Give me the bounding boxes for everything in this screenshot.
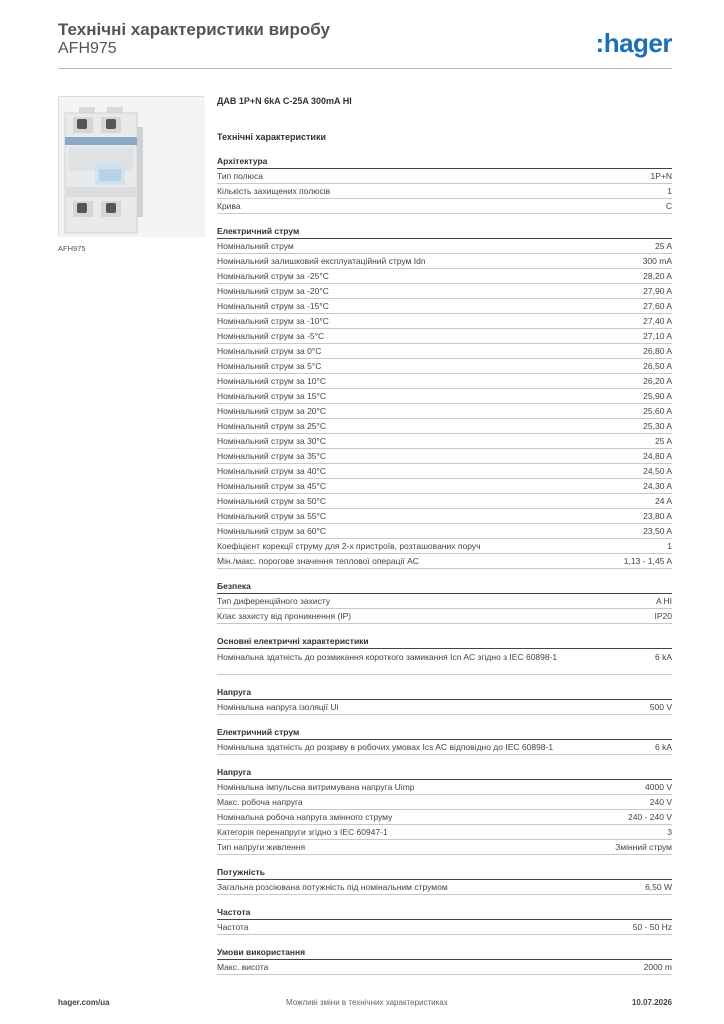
spec-row <box>217 404 672 419</box>
spec-value: 1,13 - 1,45 A <box>623 556 672 566</box>
spec-row <box>217 184 672 199</box>
spec-value: 1P+N <box>650 171 672 181</box>
section-title: Електричний струм <box>217 224 672 239</box>
main-heading: Технічні характеристики <box>217 132 326 142</box>
spec-label: Номінальний струм за 50°C <box>217 496 327 506</box>
spec-section <box>217 865 672 895</box>
spec-value: C <box>665 201 672 211</box>
spec-label: Номінальний струм за 0°C <box>217 346 322 356</box>
spec-value: 27,40 A <box>643 316 672 326</box>
spec-row <box>217 169 672 184</box>
spec-row <box>217 880 672 895</box>
spec-value: 27,60 A <box>643 301 672 311</box>
spec-section <box>217 634 672 675</box>
spec-value: 26,80 A <box>643 346 672 356</box>
spec-label: Кількість захищених полюсів <box>217 186 331 196</box>
page-title: Технічні характеристики виробу <box>58 20 330 39</box>
spec-value: 25,30 A <box>643 421 672 431</box>
spec-row <box>217 810 672 825</box>
spec-label: Номінальний струм за -15°C <box>217 301 329 311</box>
footer-website: hager.com/ua <box>58 998 110 1007</box>
spec-value: 28,20 A <box>643 271 672 281</box>
spec-value: 25 A <box>654 436 672 446</box>
spec-content <box>217 94 672 975</box>
spec-section <box>217 224 672 569</box>
spec-value: 24,50 A <box>643 466 672 476</box>
footer-date: 10.07.2026 <box>631 998 672 1007</box>
spec-row <box>217 649 672 675</box>
image-caption: AFH975 <box>58 244 86 253</box>
spec-value: 25,90 A <box>643 391 672 401</box>
product-image <box>58 96 204 236</box>
spec-label: Номінальний струм за 15°C <box>217 391 327 401</box>
spec-label: Номінальна робоча напруга змінного струму <box>217 812 393 822</box>
spec-label: Номінальна здатність до розриву в робочих умовах Ics AC відповідно до IEC 60898-1 <box>217 742 554 752</box>
spec-row <box>217 539 672 554</box>
spec-value: 6 kA <box>654 742 672 752</box>
spec-value: A HI <box>655 596 672 606</box>
spec-row <box>217 594 672 609</box>
spec-value: 25,60 A <box>643 406 672 416</box>
spec-label: Номінальний струм за -10°C <box>217 316 329 326</box>
spec-label: Частота <box>217 922 249 932</box>
spec-label: Номінальний струм за 30°C <box>217 436 327 446</box>
spec-row <box>217 359 672 374</box>
spec-value: 23,80 A <box>643 511 672 521</box>
spec-row <box>217 479 672 494</box>
spec-value: 24,80 A <box>643 451 672 461</box>
spec-label: Номінальна напруга ізоляції Ui <box>217 702 339 712</box>
spec-value: 4000 V <box>645 782 672 792</box>
spec-section <box>217 579 672 624</box>
spec-label: Номінальна імпульсна витримувана напруга Uimp <box>217 782 415 792</box>
spec-value: 27,90 A <box>643 286 672 296</box>
section-title: Умови використання <box>217 945 672 960</box>
spec-row <box>217 254 672 269</box>
spec-row <box>217 239 672 254</box>
spec-value: 240 V <box>649 797 672 807</box>
product-name: ДАВ 1P+N 6kA C-25A 300mA HI <box>217 96 352 106</box>
spec-section <box>217 154 672 214</box>
section-title: Електричний струм <box>217 725 672 740</box>
section-title: Частота <box>217 905 672 920</box>
spec-label: Клас захисту від проникнення (IP) <box>217 611 352 621</box>
spec-value: 1 <box>667 186 672 196</box>
spec-row <box>217 449 672 464</box>
spec-row <box>217 344 672 359</box>
spec-row <box>217 374 672 389</box>
section-title: Архітектура <box>217 154 672 169</box>
spec-label: Номінальний струм за 40°C <box>217 466 327 476</box>
spec-section <box>217 725 672 755</box>
footer-note: Можливі зміни в технічних характеристиках <box>286 998 448 1007</box>
spec-value: 6 kA <box>654 652 672 662</box>
spec-value: 26,20 A <box>643 376 672 386</box>
spec-label: Номінальний струм за 60°C <box>217 526 327 536</box>
spec-label: Номінальний струм за 55°C <box>217 511 327 521</box>
spec-sections <box>217 154 672 975</box>
spec-label: Номінальний струм за 25°C <box>217 421 327 431</box>
spec-value: 3 <box>667 827 672 837</box>
spec-row <box>217 199 672 214</box>
spec-label: Номінальний струм за 45°C <box>217 481 327 491</box>
spec-label: Мін./макс. порогове значення теплової операції AC <box>217 556 419 566</box>
spec-value: 23,50 A <box>643 526 672 536</box>
spec-value: 25 A <box>654 241 672 251</box>
spec-row <box>217 419 672 434</box>
spec-label: Номінальний залишковий експлуатаційний струм Idn <box>217 256 426 266</box>
spec-row <box>217 795 672 810</box>
spec-label: Категорія перенапруги згідно з IEC 60947-1 <box>217 827 388 837</box>
section-title: Безпека <box>217 579 672 594</box>
spec-row <box>217 329 672 344</box>
spec-section <box>217 945 672 975</box>
spec-value: 240 - 240 V <box>628 812 672 822</box>
spec-row <box>217 740 672 755</box>
spec-value: 500 V <box>649 702 672 712</box>
spec-label: Номінальний струм <box>217 241 294 251</box>
spec-value: 24,30 A <box>643 481 672 491</box>
product-code: AFH975 <box>58 40 117 57</box>
spec-row <box>217 464 672 479</box>
spec-label: Номінальна здатність до розмикання короткого замикання Icn AC згідно з IEC 60898-1 <box>217 652 558 662</box>
spec-row <box>217 314 672 329</box>
spec-label: Макс. висота <box>217 962 269 972</box>
spec-row <box>217 554 672 569</box>
spec-label: Тип напруги живлення <box>217 842 306 852</box>
section-title: Напруга <box>217 765 672 780</box>
spec-value: 1 <box>667 541 672 551</box>
section-title: Напруга <box>217 685 672 700</box>
spec-row <box>217 700 672 715</box>
circuit-breaker-illustration <box>59 97 205 237</box>
spec-value: 50 - 50 Hz <box>632 922 672 932</box>
spec-row <box>217 299 672 314</box>
hager-logo: :hager <box>595 28 672 58</box>
spec-row <box>217 509 672 524</box>
spec-label: Тип диференційного захисту <box>217 596 331 606</box>
spec-label: Номінальний струм за -20°C <box>217 286 329 296</box>
spec-label: Номінальний струм за -5°C <box>217 331 325 341</box>
spec-section <box>217 765 672 855</box>
spec-value: 26,50 A <box>643 361 672 371</box>
spec-value: Змінний струм <box>615 842 672 852</box>
spec-value: 27,10 A <box>643 331 672 341</box>
spec-row <box>217 920 672 935</box>
spec-row <box>217 609 672 624</box>
spec-label: Макс. робоча напруга <box>217 797 303 807</box>
spec-row <box>217 494 672 509</box>
spec-section <box>217 905 672 935</box>
spec-label: Номінальний струм за 5°C <box>217 361 322 371</box>
spec-section <box>217 685 672 715</box>
spec-value: 6,50 W <box>645 882 672 892</box>
spec-row <box>217 284 672 299</box>
spec-label: Номінальний струм за -25°C <box>217 271 329 281</box>
spec-value: IP20 <box>654 611 672 621</box>
spec-label: Загальна розсіювана потужність під номінальним струмом <box>217 882 448 892</box>
spec-label: Номінальний струм за 10°C <box>217 376 327 386</box>
spec-row <box>217 780 672 795</box>
spec-value: 24 A <box>654 496 672 506</box>
spec-row <box>217 960 672 975</box>
spec-value: 300 mA <box>642 256 672 266</box>
spec-row <box>217 434 672 449</box>
section-title: Основні електричні характеристики <box>217 634 672 649</box>
spec-row <box>217 840 672 855</box>
spec-row <box>217 389 672 404</box>
spec-label: Номінальний струм за 20°C <box>217 406 327 416</box>
section-title: Потужність <box>217 865 672 880</box>
spec-row <box>217 524 672 539</box>
spec-label: Тип полюса <box>217 171 263 181</box>
header-divider <box>58 68 672 69</box>
spec-row <box>217 269 672 284</box>
spec-row <box>217 825 672 840</box>
spec-value: 2000 m <box>643 962 672 972</box>
spec-label: Крива <box>217 201 241 211</box>
spec-label: Коефіцієнт корекції струму для 2-х пристроїв, розташованих поруч <box>217 541 481 551</box>
spec-label: Номінальний струм за 35°C <box>217 451 327 461</box>
